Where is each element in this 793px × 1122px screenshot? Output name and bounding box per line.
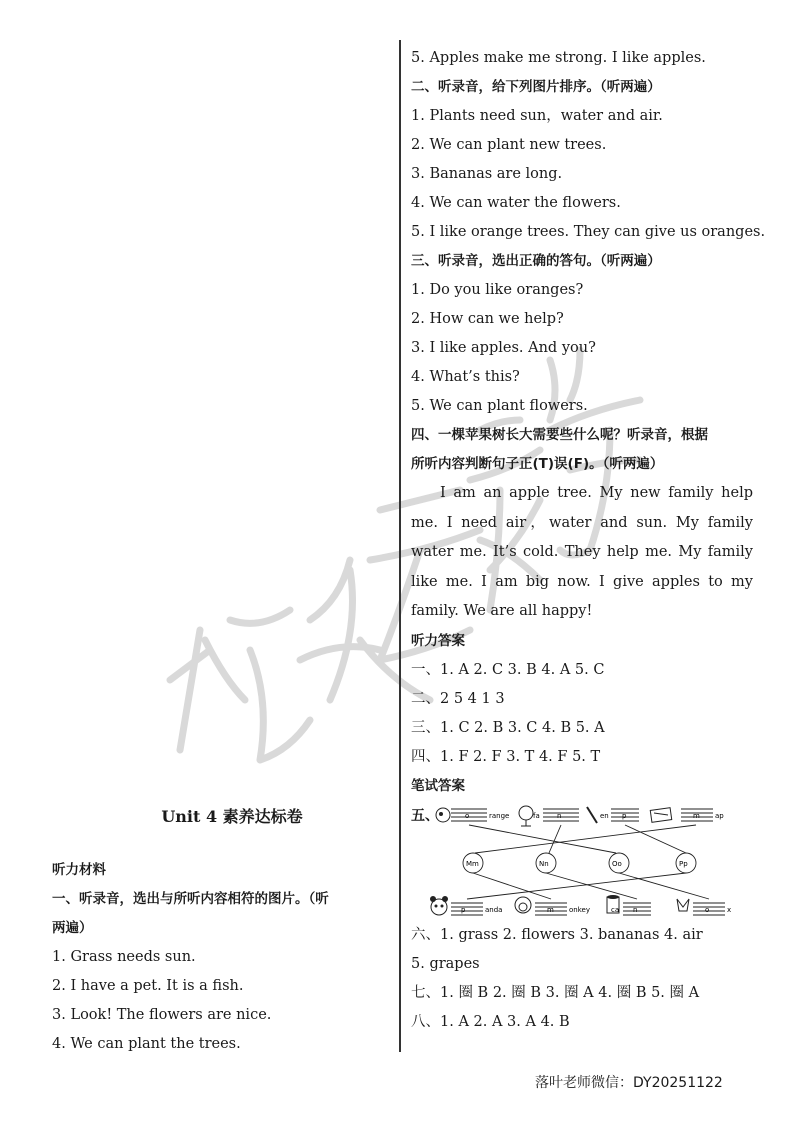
filled-letter: p (622, 811, 627, 820)
list-item: 3. I like apples. And you? (411, 340, 596, 356)
answer-line: 七、1. 圈 B 2. 圈 B 3. 圈 A 4. 圈 B 5. 圈 A (411, 984, 700, 1001)
filled-letter: o (705, 905, 710, 914)
list-item: 4. What’s this? (411, 369, 520, 385)
part4-heading-line1: 四、一棵苹果树长大需要些什么呢？听录音，根据 (411, 427, 708, 443)
list-item: 2. We can plant new trees. (411, 137, 607, 153)
listening-answers-heading: 听力答案 (411, 632, 465, 649)
written-answers-heading: 笔试答案 (411, 777, 465, 794)
answer-line: 六、1. grass 2. flowers 3. bananas 4. air (411, 926, 703, 943)
circle-label: Oo (612, 859, 622, 868)
list-item: 1. Plants need sun，water and air. (411, 108, 663, 124)
list-item: 3. Bananas are long. (411, 166, 563, 182)
part3-heading: 三、听录音，选出正确的答句。（听两遍） (411, 253, 661, 269)
list-item: 4. We can plant the trees. (52, 1036, 241, 1052)
q5-prefix: 五、 (411, 807, 439, 824)
circle-label: Nn (539, 859, 549, 868)
filled-letter: p (461, 905, 466, 914)
list-item: 5. I like orange trees. They can give us oranges. (411, 224, 766, 240)
circle-label: Pp (679, 859, 688, 868)
part1-heading: 一、听录音，选出与所听内容相符的图片。（听 (52, 891, 329, 907)
list-item: 2. How can we help? (411, 311, 564, 327)
list-item: 1. Do you like oranges? (411, 282, 584, 298)
word-fragment: range (489, 811, 510, 820)
picture-orange-icon (436, 808, 450, 822)
word-fragment: onkey (569, 905, 590, 914)
part1-heading-cont: 两遍） (52, 920, 93, 936)
part4-heading-line2: 所听内容判断句子正(T)误(F)。（听两遍） (411, 456, 664, 472)
filled-letter: n (633, 905, 638, 914)
picture-fox-icon (677, 899, 689, 911)
filled-letter: o (465, 811, 470, 820)
filled-letter: m (693, 811, 700, 820)
list-item: 5. Apples make me strong. I like apples. (411, 50, 706, 66)
word-fragment: ca (611, 905, 620, 914)
unit-title: Unit 4 素养达标卷 (161, 807, 303, 826)
list-item: 3. Look! The flowers are nice. (52, 1007, 272, 1023)
picture-map-icon (650, 807, 671, 822)
column-divider (399, 40, 401, 1052)
list-item: 4. We can water the flowers. (411, 195, 621, 211)
answer-line: 一、1. A 2. C 3. B 4. A 5. C (411, 661, 605, 678)
picture-panda-icon (430, 896, 448, 915)
picture-pen-icon (587, 807, 597, 823)
word-fragment: x (727, 905, 732, 914)
list-item: 1. Grass needs sun. (52, 949, 196, 965)
filled-letter: m (547, 905, 554, 914)
left-column (52, 800, 392, 1059)
part2-heading: 二、听录音，给下列图片排序。（听两遍） (411, 79, 661, 95)
word-fragment: ap (715, 811, 724, 820)
section-heading-listening-material: 听力材料 (52, 862, 106, 878)
filled-letter: n (557, 811, 562, 820)
word-fragment: fa (533, 811, 540, 820)
picture-fan-icon (519, 806, 533, 826)
word-fragment: anda (485, 905, 503, 914)
match-lines-bottom (467, 873, 709, 899)
answer-line: 四、1. F 2. F 3. T 4. F 5. T (411, 748, 601, 765)
match-lines-top (469, 825, 696, 853)
list-item: 5. We can plant flowers. (411, 398, 588, 414)
list-item: 2. I have a pet. It is a fish. (52, 978, 244, 994)
answer-line: 二、2 5 4 1 3 (411, 690, 505, 707)
answer-line: 三、1. C 2. B 3. C 4. B 5. A (411, 719, 605, 736)
word-fragment: en (600, 811, 609, 820)
picture-monkey-icon (515, 897, 531, 913)
matching-diagram (411, 803, 753, 921)
answer-line: 5. grapes (411, 955, 480, 972)
circle-label: Mm (466, 859, 479, 868)
right-column (411, 44, 766, 1037)
answer-line: 八、1. A 2. A 3. A 4. B (411, 1013, 570, 1030)
footer-contact: 落叶老师微信：DY20251122 (535, 1075, 723, 1091)
part4-passage: I am an apple tree. My new family help me. I need air，water and sun. My family water me. It’s cold. They help me. My family like me. I am big now. I give apples to my family. We are all happy! (411, 485, 753, 619)
matching-diagram-svg (411, 803, 753, 921)
